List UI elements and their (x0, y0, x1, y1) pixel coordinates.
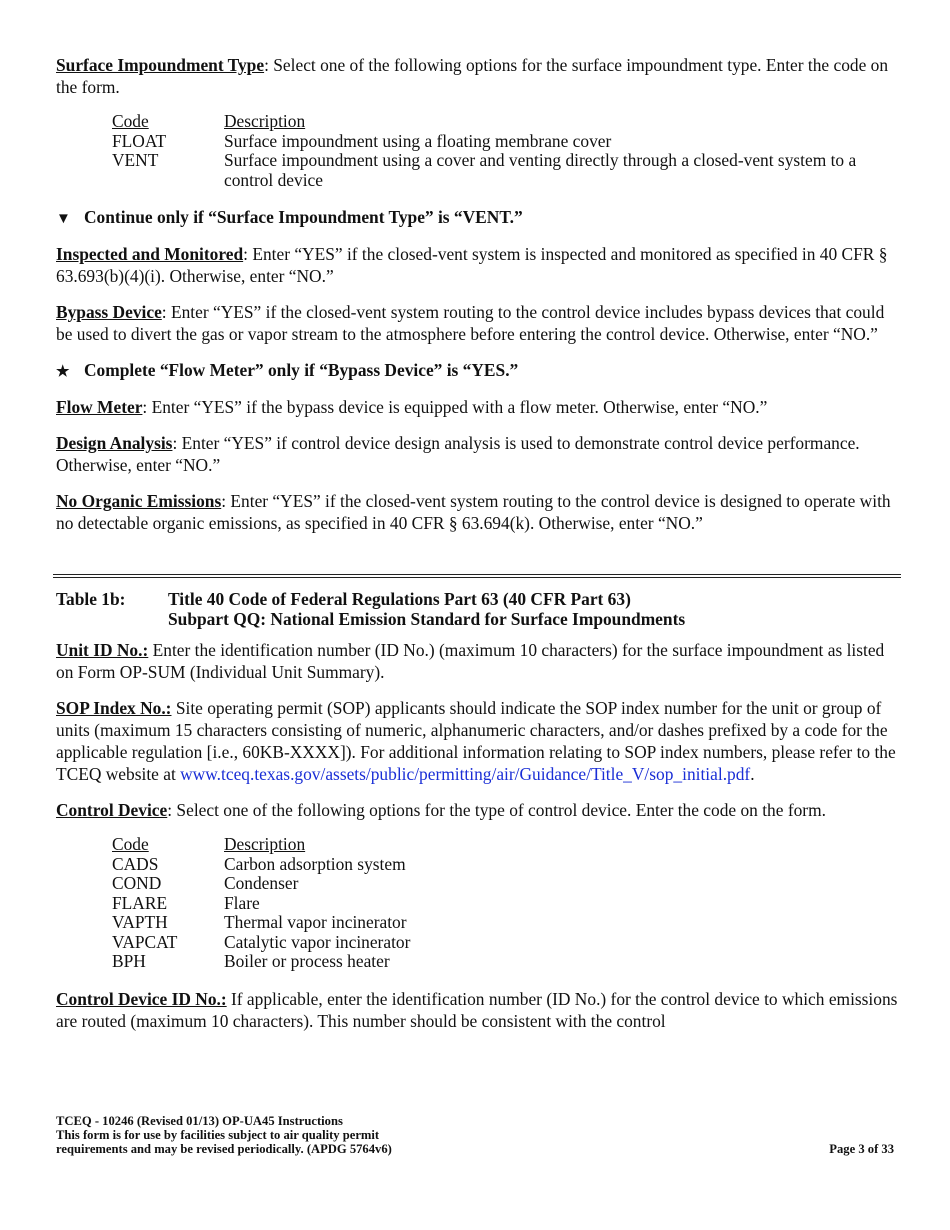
surface-type-code-table (112, 112, 898, 190)
table-row (112, 933, 410, 953)
description-header: Description (224, 111, 306, 131)
surface-impoundment-type-term: Surface Impoundment Type (56, 55, 265, 75)
description-cell: Flare (224, 892, 260, 913)
table-1b-heading (56, 590, 898, 629)
table-row (112, 151, 898, 190)
footer-line2: This form is for use by facilities subject to air quality permit (56, 1128, 380, 1143)
inspected-monitored-paragraph (56, 243, 898, 287)
control-device-id-term: Control Device ID No.: (56, 988, 227, 1009)
footer-form-info (56, 1114, 392, 1157)
control-device-id-paragraph (56, 988, 898, 1032)
table-row (112, 855, 410, 875)
surface-impoundment-type-text: : Select one of the following options for the surface impoundment type. Enter the code on the form. (56, 55, 889, 97)
code-cell: VAPTH (112, 912, 168, 932)
code-table-header (112, 835, 410, 855)
code-cell: CADS (112, 853, 159, 874)
flow-meter-paragraph (56, 396, 898, 418)
table-1b-title-line1: Title 40 Code of Federal Regulations Part 63 (40 CFR Part 63) (168, 589, 631, 609)
bypass-device-text: : Enter “YES” if the closed-vent system routing to the control device includes bypass devices that could be used to divert the gas or vapor stream to the atmosphere before entering the control device. Otherwise, enter “NO.” (56, 302, 885, 344)
footer-line3: requirements and may be revised periodically. (APDG 5764v6) (56, 1142, 392, 1157)
description-cell: Surface impoundment using a cover and venting directly through a closed-vent system to a control device (224, 150, 857, 190)
table-row (112, 894, 410, 914)
no-organic-emissions-text: : Enter “YES” if the closed-vent system routing to the control device is designed to operate with no detectable organic emissions, as specified in 40 CFR § 63.694(k). Otherwise, enter “NO.” (56, 491, 891, 533)
table-row (112, 874, 410, 894)
inspected-monitored-term: Inspected and Monitored (56, 244, 244, 264)
description-cell: Carbon adsorption system (224, 853, 406, 874)
unit-id-term: Unit ID No.: (56, 640, 149, 660)
sop-index-text: Site operating permit (SOP) applicants should indicate the SOP index number for the unit or group of units (maximum 15 characters consisting of numeric, alphanumeric characters, and/or dashes prefixed by a code for the applicable regulation [i.e., 60KB-XXXX]). For additional information relating to SOP index numbers, please refer to the TCEQ website at (56, 698, 896, 784)
page-number: Page 3 of 33 (829, 1142, 894, 1157)
control-device-code-table (112, 835, 410, 972)
vent-condition-note (56, 206, 898, 230)
section-divider (53, 574, 901, 578)
description-cell: Catalytic vapor incinerator (224, 931, 411, 952)
description-cell: Thermal vapor incinerator (224, 912, 407, 932)
inspected-monitored-text: : Enter “YES” if the closed-vent system is inspected and monitored as specified in 40 CFR § 63.693(b)(4)(i). Otherwise, enter “NO.” (56, 244, 888, 286)
flow-meter-text: : Enter “YES” if the bypass device is equipped with a flow meter. Otherwise, enter “NO.” (142, 397, 768, 417)
code-cell: FLARE (112, 892, 168, 913)
code-header: Code (112, 834, 149, 854)
code-cell: VAPCAT (112, 931, 178, 952)
table-row (112, 132, 898, 152)
description-header: Description (224, 834, 306, 854)
unit-id-text: Enter the identification number (ID No.) (maximum 10 characters) for the surface impoundment as listed on Form OP-SUM (Individual Unit Summary). (56, 640, 885, 682)
table-row (112, 952, 410, 972)
code-cell: FLOAT (112, 130, 167, 151)
sop-guidance-link[interactable]: www.tceq.texas.gov/assets/public/permitting/air/Guidance/Title_V/sop_initial.pdf (180, 764, 751, 784)
flow-meter-condition-text: Complete “Flow Meter” only if “Bypass Device” is “YES.” (84, 360, 519, 380)
bypass-device-paragraph (56, 301, 898, 345)
control-device-term: Control Device (56, 800, 168, 820)
code-cell: COND (112, 873, 162, 893)
footer-line1: TCEQ - 10246 (Revised 01/13) OP-UA45 Instructions (56, 1114, 343, 1128)
star-icon: ★ (56, 364, 70, 380)
triangle-down-icon: ▼ (56, 211, 71, 227)
description-cell: Condenser (224, 873, 299, 893)
page-footer (56, 1114, 894, 1157)
control-device-text: : Select one of the following options for the type of control device. Enter the code on the form. (167, 800, 826, 820)
code-table-header (112, 112, 898, 132)
table-1b-label: Table 1b: (56, 589, 126, 609)
sop-index-term: SOP Index No.: (56, 698, 172, 718)
document-page (56, 54, 898, 1046)
control-device-id-text: If applicable, enter the identification number (ID No.) for the control device to which emissions are routed (maximum 10 characters). This number should be consistent with the control (56, 988, 898, 1031)
table-row (112, 913, 410, 933)
flow-meter-condition-note (56, 359, 898, 383)
table-1b-title-line2: Subpart QQ: National Emission Standard for Surface Impoundments (168, 608, 686, 629)
surface-impoundment-type-paragraph (56, 54, 898, 98)
sop-index-paragraph (56, 697, 898, 785)
flow-meter-term: Flow Meter (56, 397, 143, 417)
description-cell: Surface impoundment using a floating membrane cover (224, 130, 612, 151)
design-analysis-text: : Enter “YES” if control device design analysis is used to demonstrate control device performance. Otherwise, enter “NO.” (56, 433, 860, 475)
vent-condition-text: Continue only if “Surface Impoundment Type” is “VENT.” (84, 207, 523, 227)
no-organic-emissions-term: No Organic Emissions (56, 491, 222, 511)
code-cell: BPH (112, 951, 146, 971)
no-organic-emissions-paragraph (56, 490, 898, 534)
design-analysis-term: Design Analysis (56, 433, 173, 453)
description-cell: Boiler or process heater (224, 951, 390, 971)
unit-id-paragraph (56, 639, 898, 683)
bypass-device-term: Bypass Device (56, 302, 162, 322)
code-cell: VENT (112, 150, 159, 170)
table-1b-titles (168, 590, 685, 629)
code-header: Code (112, 111, 149, 131)
control-device-paragraph (56, 799, 898, 821)
sop-index-end: . (750, 764, 755, 784)
design-analysis-paragraph (56, 432, 898, 476)
